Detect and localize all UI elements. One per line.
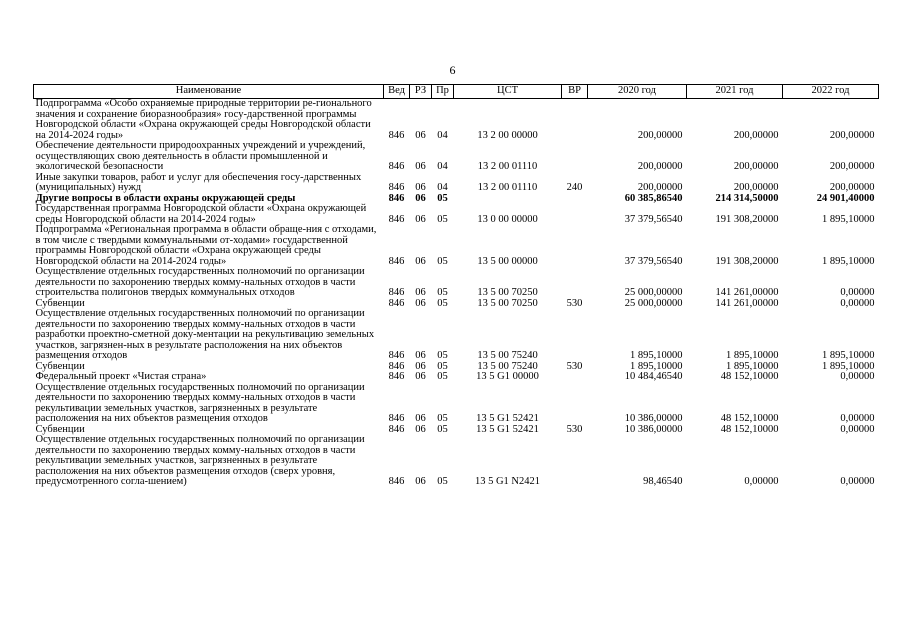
row-amount-2022: 0,00000 xyxy=(840,297,875,309)
row-amount-2020: 1 895,10000 xyxy=(630,360,683,372)
row-amount-2022: 1 895,10000 xyxy=(822,255,875,267)
row-amount-2022: 200,00000 xyxy=(829,129,875,141)
table-header-row xyxy=(34,85,879,99)
row-amount-2020: 200,00000 xyxy=(637,129,683,141)
row-ved: 846 xyxy=(388,213,405,225)
row-rz: 06 xyxy=(415,161,426,172)
row-name: Иные закупки товаров, работ и услуг для обеспечения госу-дарственных (муниципальных) нужд xyxy=(35,171,362,193)
row-name: Другие вопросы в области охраны окружающей среды xyxy=(35,192,296,204)
row-amount-2022: 200,00000 xyxy=(829,182,875,193)
row-ved: 846 xyxy=(388,255,405,267)
row-rz: 06 xyxy=(415,182,426,193)
row-amount-2022: 24 901,40000 xyxy=(816,192,875,204)
col-header-vr: ВР xyxy=(562,85,588,99)
col-header-2020: 2020 год xyxy=(588,85,687,99)
table-row xyxy=(34,204,879,225)
row-vr xyxy=(562,225,588,267)
row-cst: 13 5 00 00000 xyxy=(477,255,538,267)
page-number: 6 xyxy=(449,63,456,77)
row-cst: 13 5 00 70250 xyxy=(477,297,538,309)
row-name: Подпрограмма «Региональная программа в области обраще-ния с отходами, в том числе с твердыми коммунальными от-ходами» государственной программы Новгородской области «Охрана окружающей среды Новгородской области на 2014-2024 годы» xyxy=(35,224,377,267)
row-amount-2022: 200,00000 xyxy=(829,161,875,172)
row-vr xyxy=(562,194,588,205)
row-amount-2020: 200,00000 xyxy=(637,161,683,172)
row-amount-2020: 25 000,00000 xyxy=(624,297,683,309)
row-cst: 13 5 G1 00000 xyxy=(476,371,539,382)
row-vr xyxy=(562,372,588,383)
row-name: Субвенции xyxy=(35,297,85,309)
col-header-ved: Вед xyxy=(384,85,410,99)
row-vr: 240 xyxy=(566,182,583,193)
row-ved: 846 xyxy=(388,192,405,204)
row-pr: 05 xyxy=(437,371,448,382)
row-amount-2021: 191 308,20000 xyxy=(715,255,779,267)
row-cst: 13 5 00 75240 xyxy=(477,350,538,361)
row-cst: 13 2 00 01110 xyxy=(477,161,538,172)
row-ved: 846 xyxy=(388,297,405,309)
row-vr xyxy=(562,99,588,142)
row-rz: 06 xyxy=(415,350,426,361)
row-amount-2020: 10 386,00000 xyxy=(624,423,683,435)
row-amount-2022: 0,00000 xyxy=(840,476,875,487)
row-cst: 13 5 00 70250 xyxy=(477,287,538,298)
row-rz: 06 xyxy=(415,476,426,487)
row-name: Государственная программа Новгородской области «Охрана окружающей среды Новгородской области на 2014-2024 годы» xyxy=(35,203,367,225)
row-ved: 846 xyxy=(388,476,405,487)
row-amount-2022: 1 895,10000 xyxy=(822,360,875,372)
row-pr: 05 xyxy=(437,476,448,487)
table-row xyxy=(34,372,879,383)
row-amount-2021: 141 261,00000 xyxy=(715,297,779,309)
row-amount-2021: 200,00000 xyxy=(733,161,779,172)
row-vr xyxy=(562,309,588,362)
row-amount-2022: 0,00000 xyxy=(840,423,875,435)
row-vr xyxy=(562,383,588,425)
row-pr: 05 xyxy=(437,192,448,204)
row-pr: 05 xyxy=(437,423,448,435)
row-cst: 13 5 G1 52421 xyxy=(476,423,539,435)
row-amount-2021: 1 895,10000 xyxy=(726,350,779,361)
row-amount-2022: 0,00000 xyxy=(840,287,875,298)
row-rz: 06 xyxy=(415,413,426,424)
row-pr: 04 xyxy=(437,129,448,141)
row-ved: 846 xyxy=(388,350,405,361)
col-header-name: Наименование xyxy=(34,85,384,99)
row-rz: 06 xyxy=(415,360,426,372)
row-amount-2020: 10 484,46540 xyxy=(624,371,683,382)
row-rz: 06 xyxy=(415,371,426,382)
table-row xyxy=(34,267,879,299)
row-name: Обеспечение деятельности природоохранных учреждений и учреждений, осуществляющих свою деятельность в области промышленной и экологической безопасности xyxy=(35,140,366,172)
row-name: Подпрограмма «Особо охраняемые природные территории ре-гионального значения и сохранение биоразнообразия» госу-дарственной программы Новгородской области «Охрана окружающей среды Новгородской области на 2014-2024 годы» xyxy=(35,98,372,141)
row-ved: 846 xyxy=(388,287,405,298)
row-amount-2021: 48 152,10000 xyxy=(720,423,779,435)
row-amount-2021: 0,00000 xyxy=(744,476,779,487)
row-vr: 530 xyxy=(566,423,583,435)
row-cst: 13 0 00 00000 xyxy=(477,213,538,225)
row-rz: 06 xyxy=(415,287,426,298)
row-amount-2021: 200,00000 xyxy=(733,182,779,193)
row-cst: 13 2 00 00000 xyxy=(477,129,538,141)
row-amount-2021: 214 314,50000 xyxy=(715,192,779,204)
row-name: Осуществление отдельных государственных полномочий по организации деятельности по захоронению твердых комму-нальных отходов в части рекультивации земельных участков, загрязненных в результате расположения на них объектов размещения отходов (сверх уровня, предусмотренного согла-шением) xyxy=(35,434,365,487)
col-header-rz: РЗ xyxy=(410,85,432,99)
row-amount-2020: 1 895,10000 xyxy=(630,350,683,361)
row-amount-2021: 48 152,10000 xyxy=(720,371,779,382)
table-row xyxy=(34,225,879,267)
table-row xyxy=(34,309,879,362)
row-pr: 05 xyxy=(437,255,448,267)
row-rz: 06 xyxy=(415,423,426,435)
row-vr: 530 xyxy=(566,360,583,372)
row-amount-2021: 141 261,00000 xyxy=(715,287,779,298)
row-vr xyxy=(562,435,588,488)
row-amount-2022: 1 895,10000 xyxy=(822,213,875,225)
col-header-cst: ЦСТ xyxy=(454,85,562,99)
row-rz: 06 xyxy=(415,213,426,225)
row-ved: 846 xyxy=(388,360,405,372)
row-ved: 846 xyxy=(388,371,405,382)
row-rz: 06 xyxy=(415,192,426,204)
row-cst: 13 5 G1 52421 xyxy=(476,413,539,424)
row-name: Осуществление отдельных государственных полномочий по организации деятельности по захоронению твердых комму-нальных отходов в части рекультивации земельных участков, загрязненных в результате расположения на них объектов размещения отходов xyxy=(35,381,365,424)
row-rz: 06 xyxy=(415,255,426,267)
row-ved: 846 xyxy=(388,129,405,141)
row-vr xyxy=(562,204,588,225)
col-header-2022: 2022 год xyxy=(783,85,879,99)
row-amount-2022: 1 895,10000 xyxy=(822,350,875,361)
row-amount-2020: 37 379,56540 xyxy=(624,255,683,267)
row-cst: 13 5 G1 N2421 xyxy=(474,476,541,487)
row-ved: 846 xyxy=(388,182,405,193)
row-ved: 846 xyxy=(388,161,405,172)
row-amount-2020: 37 379,56540 xyxy=(624,213,683,225)
budget-table xyxy=(33,84,879,488)
row-pr: 05 xyxy=(437,360,448,372)
row-pr: 05 xyxy=(437,350,448,361)
row-vr xyxy=(562,267,588,299)
row-pr: 04 xyxy=(437,161,448,172)
row-rz: 06 xyxy=(415,297,426,309)
table-row xyxy=(34,141,879,173)
row-pr: 05 xyxy=(437,413,448,424)
row-amount-2020: 60 385,86540 xyxy=(624,192,683,204)
row-name: Федеральный проект «Чистая страна» xyxy=(35,371,207,382)
row-vr: 530 xyxy=(566,297,583,309)
row-amount-2020: 200,00000 xyxy=(637,182,683,193)
row-name: Субвенции xyxy=(35,360,85,372)
row-amount-2021: 191 308,20000 xyxy=(715,213,779,225)
row-pr: 05 xyxy=(437,297,448,309)
row-name: Осуществление отдельных государственных полномочий по организации деятельности по захоронению твердых комму-нальных отходов в части разработки проектно-сметной доку-ментации на рекультивацию земельных участков, загрязнен-ных в результате расположения на них объектов размещения отходов xyxy=(35,308,375,361)
table-row xyxy=(34,383,879,425)
row-amount-2020: 25 000,00000 xyxy=(624,287,683,298)
row-amount-2022: 0,00000 xyxy=(840,413,875,424)
row-cst xyxy=(454,194,562,205)
row-pr: 05 xyxy=(437,213,448,225)
row-name: Субвенции xyxy=(35,423,85,435)
row-amount-2021: 48 152,10000 xyxy=(720,413,779,424)
row-amount-2021: 200,00000 xyxy=(733,129,779,141)
row-ved: 846 xyxy=(388,423,405,435)
row-amount-2020: 10 386,00000 xyxy=(624,413,683,424)
row-pr: 05 xyxy=(437,287,448,298)
row-name: Осуществление отдельных государственных полномочий по организации деятельности по захоронению твердых комму-нальных отходов в части строительства полигонов твердых коммунальных отходов xyxy=(35,266,365,298)
row-cst: 13 5 00 75240 xyxy=(477,360,538,372)
row-ved: 846 xyxy=(388,413,405,424)
table-row xyxy=(34,435,879,488)
col-header-2021: 2021 год xyxy=(687,85,783,99)
row-amount-2021: 1 895,10000 xyxy=(726,360,779,372)
row-amount-2020: 98,46540 xyxy=(643,476,683,487)
table-row xyxy=(34,99,879,142)
table-row xyxy=(34,173,879,194)
row-cst: 13 2 00 01110 xyxy=(477,182,538,193)
row-vr xyxy=(562,141,588,173)
col-header-pr: Пр xyxy=(432,85,454,99)
row-rz: 06 xyxy=(415,129,426,141)
row-pr: 04 xyxy=(437,182,448,193)
row-amount-2022: 0,00000 xyxy=(840,371,875,382)
